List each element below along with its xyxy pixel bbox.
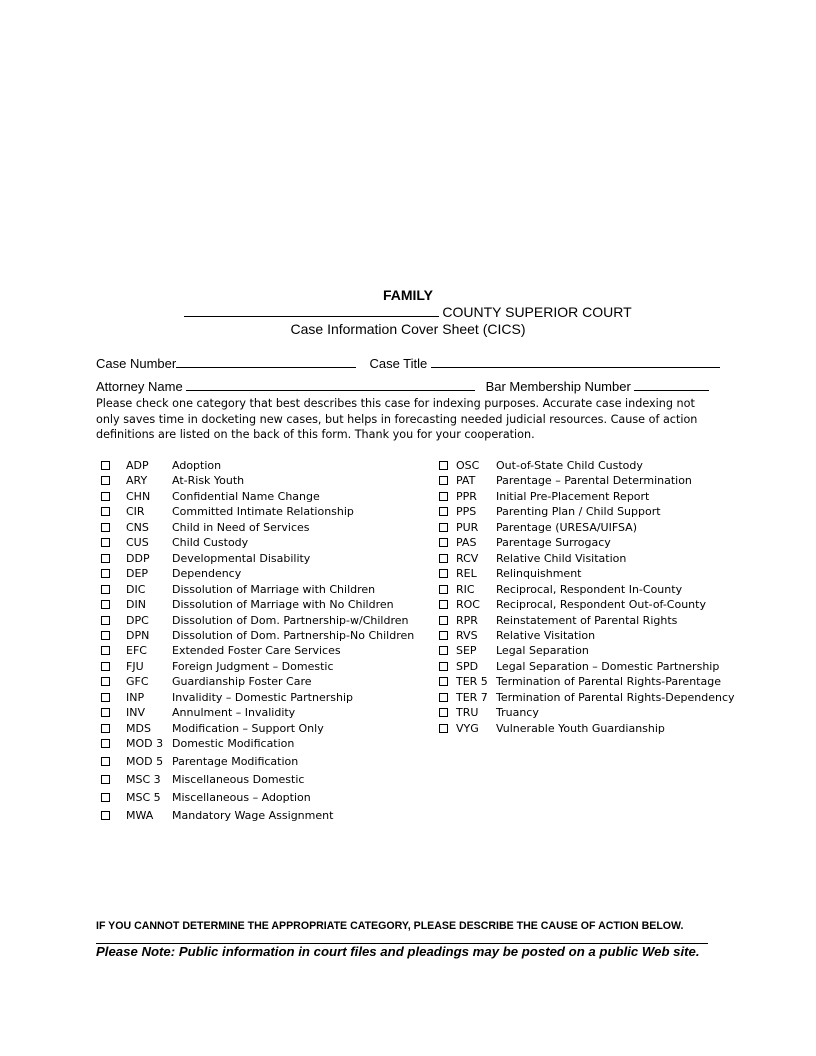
category-code: INV <box>126 706 145 720</box>
category-code: DIN <box>126 598 146 612</box>
category-description: Foreign Judgment – Domestic <box>172 659 334 673</box>
category-description: Guardianship Foster Care <box>172 675 312 689</box>
category-description: Adoption <box>172 459 222 472</box>
case-title-label: Case Title <box>369 356 428 371</box>
attorney-name-field[interactable] <box>186 379 475 391</box>
category-description: Confidential Name Change <box>172 489 320 503</box>
category-description: Termination of Parental Rights-Dependency <box>496 690 735 704</box>
category-checkbox[interactable] <box>101 677 110 686</box>
category-code: CUS <box>126 536 149 550</box>
category-checkbox[interactable] <box>439 538 448 547</box>
category-checkbox[interactable] <box>439 492 448 501</box>
category-checkbox[interactable] <box>439 569 448 578</box>
category-description: Reciprocal, Respondent In-County <box>496 582 683 596</box>
category-code: OSC <box>456 459 480 472</box>
category-code: SEP <box>456 644 477 658</box>
category-code: REL <box>456 567 477 581</box>
category-description: Annulment – Invalidity <box>172 706 296 720</box>
category-checkbox[interactable] <box>101 585 110 594</box>
instructions-paragraph: Please check one category that best describes this case for indexing purposes. Accurate case indexing not only saves time in docketing new cases, but helps in forecasting needed judicial resources. Cause of action definitions are listed on the back of this form. Thank you for your cooperation. <box>96 397 698 441</box>
category-code: CHN <box>126 489 151 503</box>
category-checkbox[interactable] <box>439 523 448 532</box>
category-checkbox[interactable] <box>439 693 448 702</box>
category-code: MSC 5 <box>126 791 161 804</box>
category-code: MOD 3 <box>126 737 164 751</box>
category-code: INP <box>126 690 145 704</box>
case-info-row <box>96 356 720 371</box>
category-description: Legal Separation <box>496 644 589 658</box>
category-checkbox[interactable] <box>101 507 110 516</box>
category-description: Termination of Parental Rights-Parentage <box>496 675 721 689</box>
county-name-blank[interactable] <box>184 304 439 317</box>
category-description: Relative Child Visitation <box>496 551 627 565</box>
category-checkbox[interactable] <box>439 554 448 563</box>
category-code: DEP <box>126 567 149 581</box>
category-checkbox[interactable] <box>101 775 110 784</box>
bar-number-label: Bar Membership Number <box>485 379 631 394</box>
category-code: PAS <box>456 536 477 550</box>
category-description: Out-of-State Child Custody <box>496 459 643 472</box>
category-code: TRU <box>456 706 479 720</box>
bar-number-field[interactable] <box>634 379 709 391</box>
category-checkbox[interactable] <box>101 476 110 485</box>
category-checkbox[interactable] <box>101 554 110 563</box>
category-code: PPR <box>456 489 477 503</box>
category-description: Dissolution of Marriage with No Children <box>172 598 394 612</box>
form-heading-family: FAMILY <box>382 287 434 303</box>
category-description: Vulnerable Youth Guardianship <box>496 721 665 735</box>
form-subtitle: Case Information Cover Sheet (CICS) <box>290 321 526 337</box>
category-checkbox[interactable] <box>101 631 110 640</box>
category-description: Reinstatement of Parental Rights <box>496 613 678 627</box>
category-description: Parentage Surrogacy <box>496 536 611 550</box>
category-description: Domestic Modification <box>172 737 295 751</box>
category-code: GFC <box>126 675 149 689</box>
category-checkbox[interactable] <box>439 662 448 671</box>
category-description: Modification – Support Only <box>172 721 324 735</box>
category-code: RIC <box>456 582 475 596</box>
category-description: Legal Separation – Domestic Partnership <box>496 659 720 673</box>
category-description: Committed Intimate Relationship <box>172 505 354 519</box>
category-description: Relinquishment <box>496 567 582 581</box>
category-description: Dissolution of Dom. Partnership-w/Children <box>172 613 409 627</box>
category-description: Truancy <box>496 706 539 720</box>
category-checkbox[interactable] <box>101 569 110 578</box>
category-code: PAT <box>456 474 476 488</box>
category-code: MOD 5 <box>126 755 164 768</box>
category-code: ADP <box>126 459 149 472</box>
category-code: VYG <box>456 721 479 735</box>
category-description: Developmental Disability <box>172 551 311 565</box>
category-code: PPS <box>456 505 477 519</box>
category-code: RVS <box>456 628 478 642</box>
category-checkbox[interactable] <box>101 757 110 766</box>
category-description: Parenting Plan / Child Support <box>496 505 661 519</box>
category-code: EFC <box>126 644 147 658</box>
category-checkbox[interactable] <box>101 693 110 702</box>
category-checkbox[interactable] <box>439 585 448 594</box>
category-description: Parentage Modification <box>172 755 299 768</box>
category-code: MWA <box>126 809 154 822</box>
category-code: TER 5 <box>456 675 488 689</box>
category-checkbox[interactable] <box>101 662 110 671</box>
category-description: Initial Pre-Placement Report <box>496 489 650 503</box>
category-checkbox[interactable] <box>439 724 448 733</box>
category-code: TER 7 <box>456 690 488 704</box>
category-checkbox[interactable] <box>101 708 110 717</box>
category-checkbox[interactable] <box>101 793 110 802</box>
category-checkbox[interactable] <box>101 492 110 501</box>
category-checkbox[interactable] <box>439 677 448 686</box>
category-description: Dissolution of Dom. Partnership-No Children <box>172 628 415 642</box>
category-checkbox[interactable] <box>439 646 448 655</box>
public-information-note: Please Note: Public information in court files and pleadings may be posted on a public Web site. <box>96 944 700 959</box>
case-number-label: Case Number <box>96 356 177 371</box>
category-code: MDS <box>126 721 151 735</box>
category-code: CNS <box>126 520 149 534</box>
court-name-line <box>0 304 816 320</box>
category-code: ROC <box>456 598 480 612</box>
category-code: FJU <box>126 659 144 673</box>
category-description: Mandatory Wage Assignment <box>172 809 334 822</box>
category-code: MSC 3 <box>126 773 161 786</box>
category-description: Dissolution of Marriage with Children <box>172 582 376 596</box>
category-checkbox[interactable] <box>101 646 110 655</box>
attorney-info-row <box>96 379 709 394</box>
category-checkbox[interactable] <box>101 811 110 820</box>
category-checkbox[interactable] <box>101 616 110 625</box>
category-code: CIR <box>126 505 145 519</box>
category-code: SPD <box>456 659 479 673</box>
category-code: PUR <box>456 520 479 534</box>
category-checkbox[interactable] <box>101 538 110 547</box>
category-code: DPN <box>126 628 150 642</box>
describe-cause-instruction: IF YOU CANNOT DETERMINE THE APPROPRIATE CATEGORY, PLEASE DESCRIBE THE CAUSE OF ACTION BELOW. <box>96 920 684 932</box>
case-title-field[interactable] <box>431 356 720 368</box>
category-checkbox[interactable] <box>101 461 110 470</box>
category-code: DIC <box>126 582 146 596</box>
category-description: Reciprocal, Respondent Out-of-County <box>496 598 706 612</box>
category-code: RPR <box>456 613 478 627</box>
category-description: Child Custody <box>172 536 249 550</box>
category-checkbox[interactable] <box>101 523 110 532</box>
category-code: DPC <box>126 613 149 627</box>
category-checkbox[interactable] <box>101 600 110 609</box>
category-checkbox[interactable] <box>439 476 448 485</box>
court-name: COUNTY SUPERIOR COURT <box>442 304 632 320</box>
category-code: RCV <box>456 551 479 565</box>
category-description: Parentage (URESA/UIFSA) <box>496 520 637 534</box>
category-description: Invalidity – Domestic Partnership <box>172 690 353 704</box>
category-description: Parentage – Parental Determination <box>496 474 692 488</box>
category-description: Extended Foster Care Services <box>172 644 341 658</box>
category-checkbox[interactable] <box>101 739 110 748</box>
category-checkbox[interactable] <box>439 600 448 609</box>
category-description: At-Risk Youth <box>172 474 245 488</box>
category-checkbox[interactable] <box>101 724 110 733</box>
category-code: ARY <box>126 474 148 488</box>
category-checkbox[interactable] <box>439 616 448 625</box>
category-checkbox[interactable] <box>439 631 448 640</box>
category-description: Dependency <box>172 567 242 581</box>
category-checkbox[interactable] <box>439 708 448 717</box>
category-description: Miscellaneous – Adoption <box>172 791 311 804</box>
category-description: Relative Visitation <box>496 628 596 642</box>
category-checkbox[interactable] <box>439 461 448 470</box>
attorney-name-label: Attorney Name <box>96 379 183 394</box>
category-description: Miscellaneous Domestic <box>172 773 305 786</box>
category-description: Child in Need of Services <box>172 520 310 534</box>
category-checkbox[interactable] <box>439 507 448 516</box>
case-number-field[interactable] <box>176 356 356 368</box>
category-code: DDP <box>126 551 150 565</box>
